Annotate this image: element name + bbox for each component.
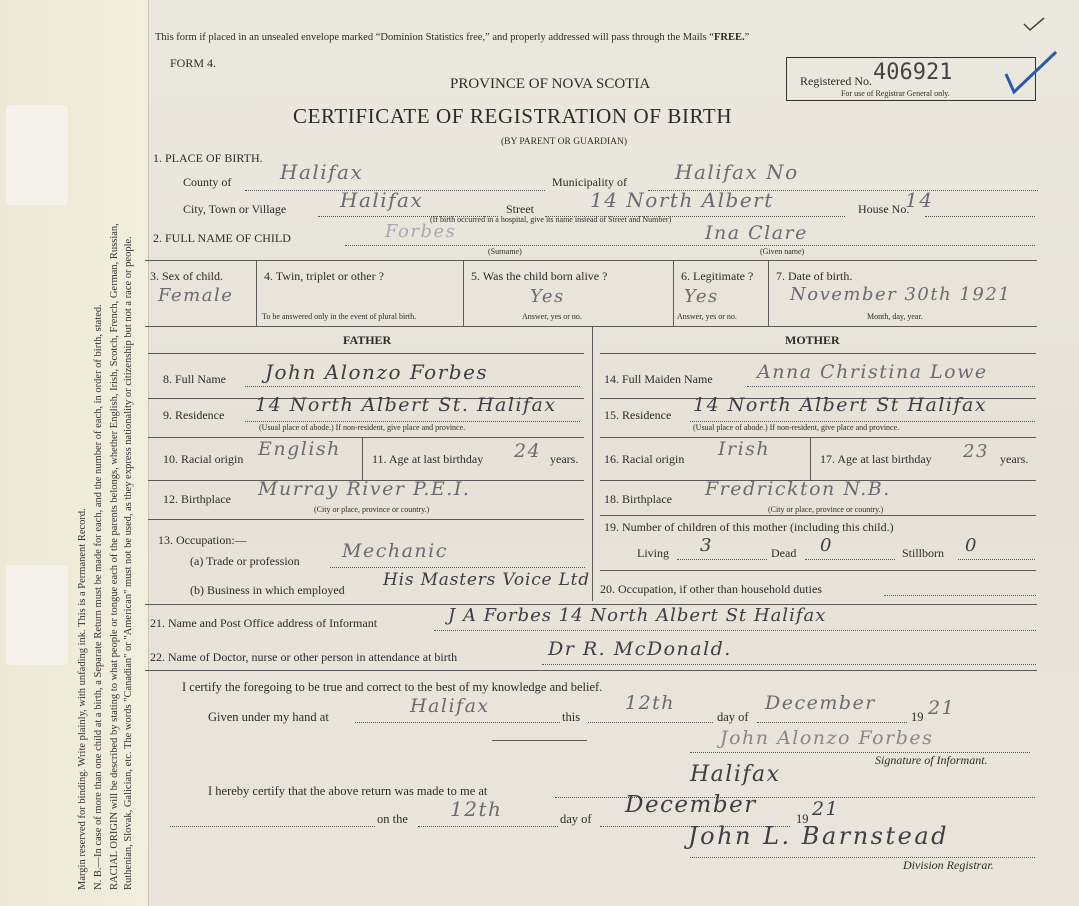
parents-column-divider (592, 326, 593, 601)
registrar-signature: John L. Barnstead (688, 822, 950, 850)
hereby-label: I hereby certify that the above return was made to me at (208, 784, 488, 798)
father-rule (148, 353, 584, 354)
dead-label: Dead (771, 546, 797, 560)
given-name-value: Ina Clare (705, 222, 808, 244)
place-of-birth-heading: 1. PLACE OF BIRTH. (153, 151, 263, 165)
street-label: Street (506, 202, 534, 216)
this-label: this (562, 710, 581, 724)
father-age-value: 24 (514, 440, 542, 462)
informant-line (434, 630, 1036, 631)
province-heading: PROVINCE OF NOVA SCOTIA (450, 76, 651, 92)
father-years: years. (550, 452, 579, 466)
twin-note: To be answered only in the event of plural birth. (262, 312, 417, 321)
certificate-subtitle: (BY PARENT OR GUARDIAN) (501, 137, 628, 147)
dob-label: 7. Date of birth. (776, 269, 853, 283)
binding-note: Margin reserved for binding. Write plainly, with unfading ink. This is a Permanent Record. (77, 508, 88, 890)
mother-residence-value: 14 North Albert St Halifax (693, 394, 988, 416)
mother-birthplace-value: Fredrickton N.B. (705, 478, 891, 500)
mother-name-value: Anna Christina Lowe (757, 361, 988, 383)
mother-rule (600, 353, 1036, 354)
hospital-note: (If birth occurred in a hospital, give its name instead of Street and Number) (430, 215, 672, 224)
sex-label: 3. Sex of child. (150, 269, 223, 283)
stillborn-value: 0 (965, 535, 978, 556)
mother-birthplace-label: 18. Birthplace (604, 492, 672, 506)
made-place-value: Halifax (690, 762, 781, 787)
mail-note: This form if placed in an unsealed envelope marked “Dominion Statistics free,” and properly addressed will pass through the Mails “FREE.” (155, 32, 750, 43)
father-business-label: (b) Business in which employed (190, 583, 345, 597)
racial-origin-note-2: Ruthenian, Slovak, Galician, etc. The words "Canadian" or "American" must not be used, as they express nationality or citizenship but not a race or people. (123, 236, 134, 890)
house-line (925, 216, 1035, 217)
alive-note: Answer, yes or no. (522, 312, 582, 321)
street-value: 14 North Albert (590, 188, 774, 212)
made-day-line (418, 826, 558, 827)
made-day-of-label: day of (560, 812, 592, 826)
made-year-prefix: 19 (796, 812, 809, 826)
mother-years: years. (1000, 452, 1029, 466)
certification-rule (145, 670, 1037, 671)
day-of-label: day of (717, 710, 749, 724)
given-at-label: Given under my hand at (208, 710, 329, 724)
mother-race-value: Irish (718, 438, 771, 460)
stillborn-label: Stillborn (902, 546, 945, 560)
made-year-value: 21 (812, 798, 840, 820)
mother-row-rule (600, 570, 1036, 571)
surname-value: Forbes (385, 221, 457, 242)
father-name-value: John Alonzo Forbes (265, 360, 489, 384)
surname-caption: (Surname) (488, 247, 522, 256)
father-name-line (245, 386, 580, 387)
father-birthplace-label: 12. Birthplace (163, 492, 231, 506)
form-number: FORM 4. (170, 56, 217, 70)
mother-birthplace-note: (City or place, province or country.) (768, 505, 884, 514)
county-value: Halifax (280, 160, 364, 184)
alive-label: 5. Was the child born alive ? (471, 269, 608, 283)
municipality-label: Municipality of (552, 175, 627, 189)
child-name-line (345, 245, 1035, 246)
father-residence-line (245, 421, 580, 422)
given-place-line (355, 722, 560, 723)
mother-row-rule (600, 437, 1036, 438)
informant-signature-caption: Signature of Informant. (875, 753, 988, 767)
legitimate-value: Yes (684, 286, 719, 307)
children-count-label: 19. Number of children of this mother (including this child.) (604, 520, 894, 534)
mother-race-label: 16. Racial origin (604, 452, 685, 466)
stillborn-line (958, 559, 1035, 560)
doctor-line (542, 664, 1036, 665)
alive-value: Yes (530, 286, 565, 307)
mother-occupation-label: 20. Occupation, if other than household duties (600, 582, 822, 596)
registered-label: Registered No. (800, 74, 872, 88)
sex-value: Female (158, 285, 234, 306)
row3-divider (768, 260, 769, 326)
father-residence-label: 9. Residence (163, 408, 225, 422)
father-birthplace-note: (City or place, province or country.) (314, 505, 430, 514)
mother-name-line (747, 386, 1035, 387)
legitimate-label: 6. Legitimate ? (681, 269, 754, 283)
given-month-value: December (765, 692, 876, 714)
dob-note: Month, day, year. (867, 312, 923, 321)
made-lead-line (170, 826, 375, 827)
registrar-use-note: For use of Registrar General only. (841, 89, 950, 98)
father-residence-value: 14 North Albert St. Halifax (255, 394, 557, 416)
row3-divider (463, 260, 464, 326)
mother-residence-line (690, 421, 1035, 422)
on-the-label: on the (377, 812, 408, 826)
father-row-rule (148, 437, 584, 438)
given-name-caption: (Given name) (760, 247, 805, 256)
father-trade-line (330, 567, 585, 568)
given-year-value: 21 (928, 697, 956, 719)
father-race-label: 10. Racial origin (163, 452, 244, 466)
mother-race-divider (810, 437, 811, 480)
checkmark-icon (1000, 48, 1060, 98)
living-line (677, 559, 767, 560)
given-day-value: 12th (625, 692, 676, 714)
short-rule (492, 740, 587, 741)
dob-value: November 30th 1921 (790, 284, 1012, 305)
punch-hole (6, 105, 68, 205)
row3-divider (256, 260, 257, 326)
certificate-title: CERTIFICATE OF REGISTRATION OF BIRTH (293, 104, 733, 128)
father-heading: FATHER (343, 333, 392, 347)
father-row-rule (148, 519, 584, 520)
row3-bottom-rule (145, 326, 1037, 327)
father-age-label: 11. Age at last birthday (372, 452, 484, 466)
mother-row-rule (600, 515, 1036, 516)
father-birthplace-value: Murray River P.E.I. (258, 478, 471, 500)
registrar-caption: Division Registrar. (903, 858, 994, 872)
house-value: 14 (905, 188, 934, 212)
row3-divider (673, 260, 674, 326)
mother-occupation-line (884, 595, 1036, 596)
father-race-divider (362, 437, 363, 480)
father-race-value: English (258, 438, 341, 460)
father-occupation-label: 13. Occupation:— (158, 533, 247, 547)
house-label: House No. (858, 202, 910, 216)
child-name-label: 2. FULL NAME OF CHILD (153, 231, 291, 245)
city-value: Halifax (340, 188, 424, 212)
doctor-value: Dr R. McDonald. (548, 638, 732, 660)
mother-age-label: 17. Age at last birthday (820, 452, 932, 466)
city-label: City, Town or Village (183, 202, 287, 216)
tick-mark-icon (1020, 16, 1050, 36)
row3-top-rule (145, 260, 1037, 261)
informant-value: J A Forbes 14 North Albert St Halifax (448, 605, 827, 626)
dead-value: 0 (820, 535, 833, 556)
year-prefix: 19 (911, 710, 924, 724)
certify-statement: I certify the foregoing to be true and correct to the best of my knowledge and belief. (182, 680, 603, 694)
informant-signature: John Alonzo Forbes (720, 727, 934, 749)
given-day-line (588, 722, 713, 723)
living-value: 3 (700, 535, 713, 556)
made-month-value: December (625, 792, 757, 818)
municipality-value: Halifax No (675, 160, 799, 184)
mother-residence-label: 15. Residence (604, 408, 672, 422)
father-name-label: 8. Full Name (163, 372, 226, 386)
twin-label: 4. Twin, triplet or other ? (264, 269, 384, 283)
nb-note: N. B.—In case of more than one child at a birth, a Separate Return must be made for each, and the number of each, in order of birth, stated. (93, 304, 104, 890)
doctor-label: 22. Name of Doctor, nurse or other person in attendance at birth (150, 650, 458, 664)
living-label: Living (637, 546, 669, 560)
registered-number: 406921 (873, 60, 953, 85)
dead-line (805, 559, 895, 560)
county-label: County of (183, 175, 232, 189)
mother-name-label: 14. Full Maiden Name (604, 372, 713, 386)
father-residence-note: (Usual place of abode.) If non-resident, give place and province. (259, 423, 466, 432)
mother-age-value: 23 (963, 441, 989, 462)
mother-heading: MOTHER (785, 333, 840, 347)
father-trade-label: (a) Trade or profession (190, 554, 300, 568)
punch-hole (6, 565, 68, 665)
legitimate-note: Answer, yes or no. (677, 312, 737, 321)
given-place-value: Halifax (410, 695, 490, 717)
informant-label: 21. Name and Post Office address of Informant (150, 616, 378, 630)
father-business-value: His Masters Voice Ltd (383, 570, 590, 590)
father-trade-value: Mechanic (342, 540, 448, 562)
made-day-value: 12th (450, 797, 503, 821)
given-month-line (757, 722, 907, 723)
mother-residence-note: (Usual place of abode.) If non-resident, give place and province. (693, 423, 900, 432)
racial-origin-note-1: RACIAL ORIGIN will be described by stating to what people or tongue each of the parents belongs, whether English, Irish, Scotch, French, German, Russian, (109, 223, 120, 890)
